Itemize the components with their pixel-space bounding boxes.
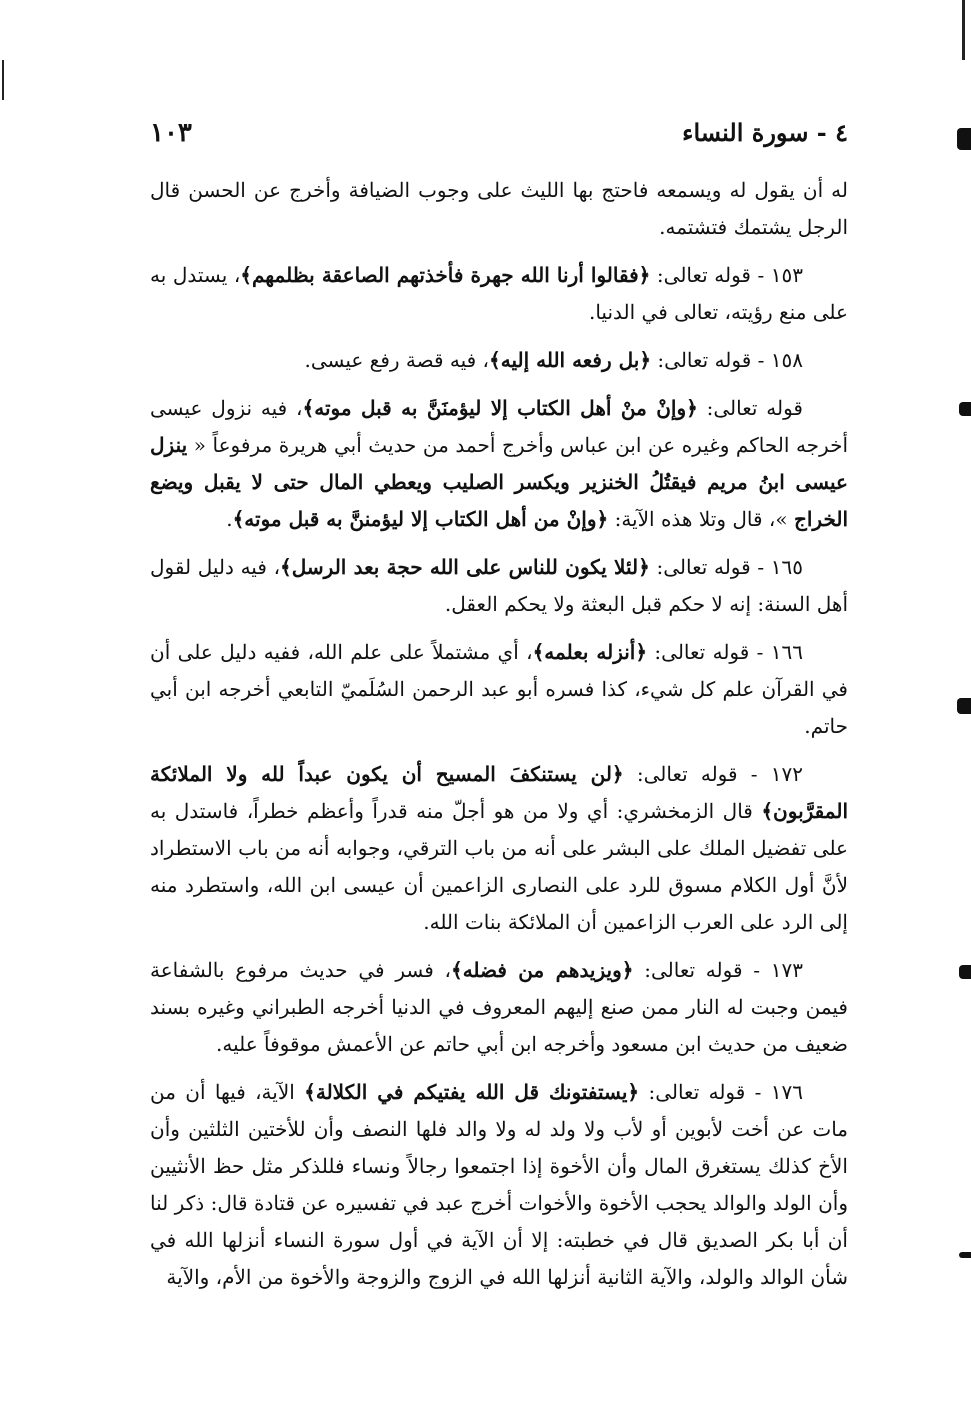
page-number: ١٠٣: [150, 118, 192, 148]
page-body: [150, 172, 848, 1307]
text-paragraph: [150, 952, 848, 1063]
quoted-text: ﴿لن يستنكفَ المسيح أن يكون عبداً لله ولا الملائكة المقرَّبون﴾: [150, 762, 848, 823]
paragraph-text: له أن يقول له ويسمعه فاحتج بها الليث على وجوب الضيافة وأخرج عن الحسن قال الرجل يشتمك فتشتمه.: [150, 178, 848, 239]
paragraph-text: ، فيه نزول عيسى أخرجه الحاكم وغيره عن ابن عباس وأخرج أحمد من حديث أبي هريرة مرفوعاً «: [150, 396, 849, 457]
quoted-text: ﴿ويزيدهم من فضله﴾: [450, 958, 634, 982]
quoted-text: ﴿وإنْ منْ أهل الكتاب إلا ليؤمنَنَّ به قبل موته﴾: [302, 396, 698, 420]
paragraph-text: قوله تعالى:: [697, 396, 803, 420]
text-paragraph: [150, 634, 848, 745]
scan-edge-mark: [959, 1252, 971, 1258]
paragraph-text: ١٧٦ - قوله تعالى:: [639, 1080, 803, 1104]
quoted-text: ﴿فقالوا أرنا الله جهرة فأخذتهم الصاعقة بظلمهم﴾: [240, 263, 651, 287]
paragraph-text: ١٦٥ - قوله تعالى:: [649, 555, 803, 579]
scan-edge-mark: [957, 698, 971, 714]
paragraph-text: ١٥٨ - قوله تعالى:: [651, 348, 803, 372]
quoted-text: ﴿وإنْ من أهل الكتاب إلا ليؤمننَّ به قبل موته﴾: [232, 507, 609, 531]
paragraph-text: ، أي مشتملاً على علم الله، ففيه دليل على أن في القرآن علم كل شيء، كذا فسره أبو عبد الرحمن السُلَميّ التابعي أخرجه ابن أبي حاتم.: [150, 640, 848, 738]
text-paragraph: [150, 549, 848, 623]
paragraph-text: .: [226, 507, 233, 531]
quoted-text: ﴿أنزله بعلمه﴾: [532, 640, 648, 664]
quoted-text: ﴿يستفتونك قل الله يفتيكم في الكلالة﴾: [304, 1080, 640, 1104]
quoted-text: ينزل عيسى ابنُ مريم فيقتُلُ الخنزير ويكسر الصليب ويعطي المال حتى لا يقبل ويضع الخراج: [150, 433, 848, 531]
running-title: ٤ - سورة النساء: [682, 118, 848, 147]
paragraph-text: ١٥٣ - قوله تعالى:: [650, 263, 804, 287]
text-paragraph: [150, 1074, 848, 1296]
quoted-text: ﴿لئلا يكون للناس على الله حجة بعد الرسل﴾: [280, 555, 650, 579]
paragraph-text: ، فيه دليل لقول أهل السنة: إنه لا حكم قبل البعثة ولا يحكم العقل.: [150, 555, 848, 616]
paragraph-text: ، فيه قصة رفع عيسى.: [304, 348, 490, 372]
scan-edge-line-left: [2, 60, 4, 100]
running-header: [150, 118, 848, 158]
scan-edge-mark: [959, 965, 971, 979]
scan-edge-mark: [957, 128, 971, 150]
quoted-text: ﴿بل رفعه الله إليه﴾: [489, 348, 652, 372]
paragraph-text: ١٧٣ - قوله تعالى:: [633, 958, 803, 982]
scan-edge-line-top-right: [962, 0, 965, 60]
scan-edge-mark: [959, 402, 971, 416]
text-paragraph: [150, 257, 848, 331]
paragraph-text: »، قال وتلا هذه الآية:: [608, 507, 794, 531]
text-paragraph: [150, 390, 848, 538]
text-paragraph: [150, 172, 848, 246]
text-paragraph: [150, 342, 848, 379]
paragraph-text: قال الزمخشري: أي ولا من هو أجلّ منه قدراً وأعظم خطراً، فاستدل به على تفضيل الملك على البشر على أنه من باب الترقي، وجوابه أنه من باب الاستطراد لأنَّ أول الكلام مسوق للرد على النصارى الزاعمين أن عيسى ابن الله، واستطرد منه إلى الرد على العرب الزاعمين أن الملائكة بنات الله.: [150, 799, 848, 934]
paragraph-text: ، يستدل به على منع رؤيته، تعالى في الدنيا.: [150, 263, 848, 324]
paragraph-text: ١٧٢ - قوله تعالى:: [623, 762, 803, 786]
text-paragraph: [150, 756, 848, 941]
paragraph-text: ١٦٦ - قوله تعالى:: [647, 640, 804, 664]
paragraph-text: ، فسر في حديث مرفوع بالشفاعة فيمن وجبت له النار ممن صنع إليهم المعروف في الدنيا أخرجه الطبراني وغيره بسند ضعيف من حديث ابن مسعود وأخرجه ابن أبي حاتم عن الأعمش موقوفاً عليه.: [150, 958, 848, 1056]
paragraph-text: الآية، فيها أن من مات عن أخت لأبوين أو لأب ولا ولد له ولا والد فلها النصف وأن للأختين الثلثين وأن الأخ كذلك يستغرق المال وأن الأخوة إذا اجتمعوا رجالاً ونساء فللذكر مثل حظ الأنثيين وأن الولد والوالد يحجب الأخوة والأخوات أخرج عبد في تفسيره عن قتادة قال: ذكر لنا أن أبا بكر الصديق قال في خطبته: إلا أن الآية في أول سورة النساء أنزلها الله في شأن الوالد والولد، والآية الثانية أنزلها الله في الزوج والزوجة والأخوة من الأم، والآية: [150, 1080, 848, 1289]
